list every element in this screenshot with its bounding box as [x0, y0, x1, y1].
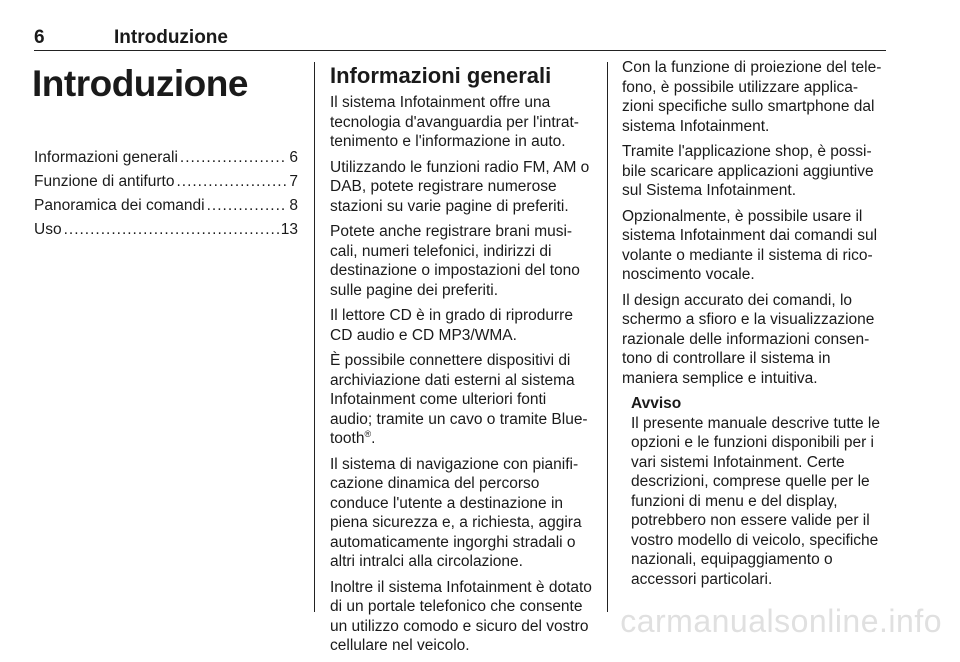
toc-leader-dots [207, 194, 288, 218]
toc-entry-page: 7 [289, 173, 298, 190]
content-column-3 [622, 58, 887, 595]
column-divider [607, 62, 608, 612]
toc-entry-title: Funzione di antifurto [34, 173, 175, 190]
toc-entry[interactable] [34, 146, 298, 170]
content-column-2 [330, 58, 592, 662]
toc-entry-title: Uso [34, 221, 62, 238]
paragraph: Il lettore CD è in grado di riprodurre CD audio e CD MP3/WMA. [330, 307, 573, 344]
paragraph: Inoltre il sistema Infotainment è dotato di un portale telefonico che consente un utilizzo comodo e sicuro del vostro cellulare nel veicolo. [330, 578, 592, 654]
watermark: carmanualsonline.info [620, 603, 942, 639]
paragraph-end: . [371, 430, 376, 447]
page-header [34, 22, 886, 51]
toc-entry-title: Panoramica dei comandi [34, 197, 205, 214]
note-title: Avviso [631, 395, 682, 412]
page-number: 6 [34, 27, 45, 48]
note-text: Il presente manuale descrive tutte le opzioni e le funzioni disponibili per i vari sistemi Infotainment. Certe descrizioni, comprese quelle per le funzioni di menu e del display, potrebbero non essere valide per il vostro modello di veicolo, specifiche nazionali, equipaggiamento o accessori particolari. [631, 414, 880, 588]
paragraph-text: È possibile connettere dispositivi di archiviazione dati esterni al sistema Infotainment come ulteriori fonti audio; tramite un cavo o tramite Blue-tooth [330, 352, 588, 447]
paragraph: Il design accurato dei comandi, lo schermo a sfioro e la visualizzazione razionale delle informazioni consen-tono di controllare il sistema in maniera semplice e intuitiva. [622, 291, 875, 387]
paragraph: Tramite l'applicazione shop, è possi-bile scaricare applicazioni aggiuntive sul Sistema Infotainment. [622, 143, 874, 199]
paragraph: Con la funzione di proiezione del tele-fono, è possibile utilizzare applica-zioni specifiche sullo smartphone dal sistema Infotainment. [622, 59, 882, 135]
toc-leader-dots [64, 218, 279, 242]
toc-leader-dots [180, 146, 287, 170]
chapter-column [34, 58, 298, 242]
toc-entry-page: 8 [289, 197, 298, 214]
toc-entry[interactable] [34, 194, 298, 218]
chapter-title: Introduzione [32, 63, 248, 104]
toc-entry-page: 13 [280, 221, 298, 238]
toc-entry-title: Informazioni generali [34, 149, 178, 166]
toc-entry[interactable] [34, 170, 298, 194]
paragraph [330, 351, 592, 449]
column-divider [314, 62, 315, 612]
note-box [631, 394, 887, 589]
registered-mark: ® [364, 428, 372, 439]
paragraph: Potete anche registrare brani musi-cali, numeri telefonici, indirizzi di destinazione o impostazioni del tono sulle pagine dei preferiti. [330, 223, 580, 299]
toc-entry[interactable] [34, 218, 298, 242]
toc-entry-page: 6 [289, 149, 298, 166]
toc-leader-dots [176, 170, 287, 194]
paragraph: Utilizzando le funzioni radio FM, AM o DAB, potete registrare numerose stazioni su varie pagine di preferiti. [330, 158, 590, 215]
paragraph: Il sistema Infotainment offre una tecnologia d'avanguardia per l'intrat-tenimento e l'informazione in auto. [330, 94, 579, 150]
section-title: Informazioni generali [330, 63, 552, 88]
table-of-contents [34, 146, 298, 242]
paragraph: Il sistema di navigazione con pianifi-cazione dinamica del percorso conduce l'utente a destinazione in piena sicurezza e, a richiesta, aggira automaticamente ingorghi stradali o altri intralci alla circolazione. [330, 455, 582, 570]
paragraph: Opzionalmente, è possibile usare il sistema Infotainment dai comandi sul volante o mediante il sistema di rico-noscimento vocale. [622, 207, 878, 283]
running-title: Introduzione [114, 27, 228, 48]
